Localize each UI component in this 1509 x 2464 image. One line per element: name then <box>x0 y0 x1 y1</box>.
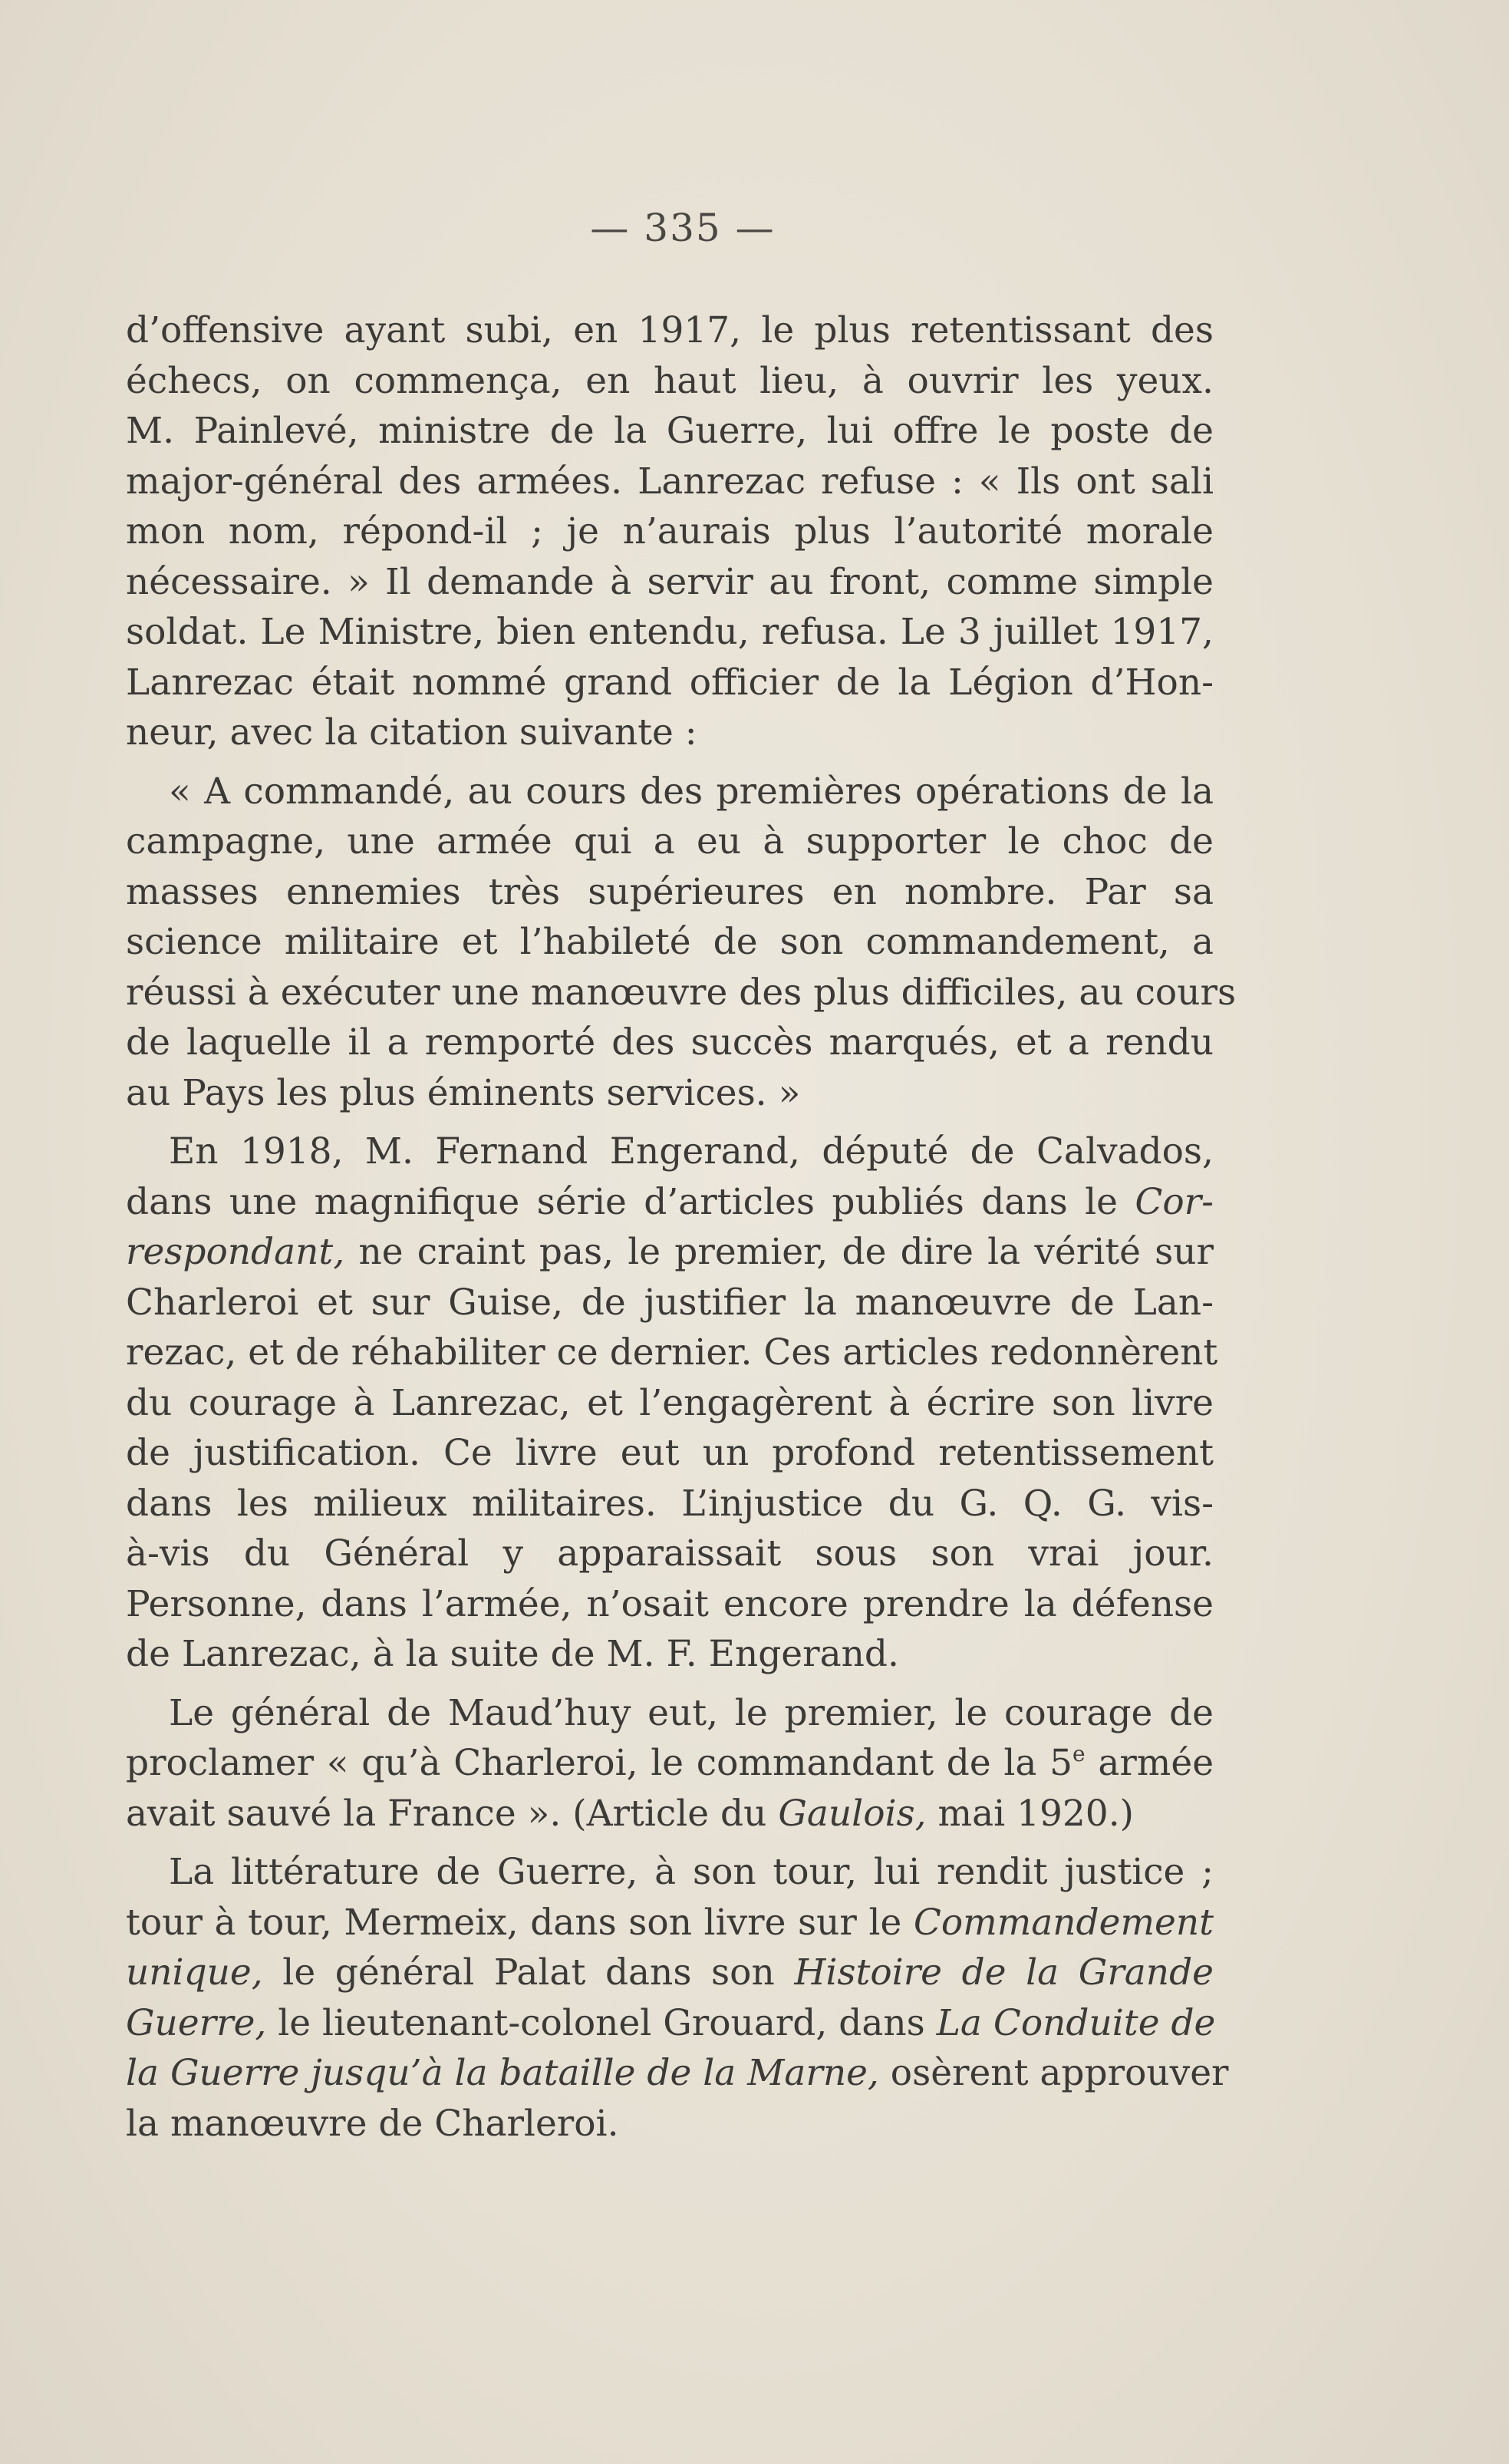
text-line: de laquelle il a remporté des succès marqués, et a rendu <box>126 1021 1214 1064</box>
text-fragment: mai 1920.) <box>926 1792 1134 1835</box>
body-text <box>126 305 1237 2149</box>
text-line <box>126 1789 1214 1839</box>
text-line <box>126 2048 1229 2099</box>
text-line <box>126 1177 1214 1228</box>
text-line: du courage à Lanrezac, et l’engagèrent à écrire son livre <box>126 1381 1214 1424</box>
text-fragment: dans une magnifique série d’articles publiés dans le <box>126 1180 1135 1223</box>
text-line: de justification. Ce livre eut un profond retentissement <box>126 1432 1214 1474</box>
text-line: de Lanrezac, à la suite de M. F. Engerand. <box>126 1633 899 1675</box>
text-line <box>126 1948 1214 1998</box>
paragraph <box>126 1126 1218 1680</box>
periodical-title: Gaulois, <box>778 1792 927 1835</box>
text-line <box>126 1738 1214 1789</box>
text-line: Charleroi et sur Guise, de justifier la manœuvre de Lan- <box>126 1281 1214 1324</box>
periodical-title: Cor- <box>1135 1180 1214 1223</box>
book-title: La Conduite de <box>936 2001 1216 2044</box>
text-fragment: ne craint pas, le premier, de dire la vérité sur <box>344 1231 1214 1273</box>
text-line: Personne, dans l’armée, n’osait encore prendre la défense <box>126 1582 1214 1625</box>
superscript: e <box>1072 1741 1086 1766</box>
paragraph <box>126 1847 1229 2149</box>
paragraph <box>126 305 1214 758</box>
text-fragment: tour à tour, Mermeix, dans son livre sur le <box>126 1901 914 1944</box>
text-line: En 1918, M. Fernand Engerand, député de Calvados, <box>169 1130 1214 1173</box>
text-fragment: le général Palat dans son <box>262 1951 795 1994</box>
text-line: major-général des armées. Lanrezac refuse : « Ils ont sali <box>126 460 1214 503</box>
text-line: rezac, et de réhabiliter ce dernier. Ces articles redonnèrent <box>126 1331 1218 1374</box>
text-line <box>126 1898 1214 1948</box>
text-fragment: avait sauvé la France ». (Article du <box>126 1792 779 1835</box>
text-line: M. Painlevé, ministre de la Guerre, lui offre le poste de <box>126 410 1214 452</box>
text-line: d’offensive ayant subi, en 1917, le plus retentissant des <box>126 309 1214 351</box>
text-line: mon nom, répond-il ; je n’aurais plus l’autorité morale <box>126 510 1214 553</box>
text-line: nécessaire. » Il demande à servir au front, comme simple <box>126 560 1214 603</box>
text-line: la manœuvre de Charleroi. <box>126 2102 619 2145</box>
text-line: Le général de Maud’huy eut, le premier, le courage de <box>169 1691 1214 1734</box>
text-line: masses ennemies très supérieures en nombre. Par sa <box>126 870 1214 913</box>
book-title: unique, <box>126 1951 263 1994</box>
text-line: réussi à exécuter une manœuvre des plus difficiles, au cours <box>126 971 1237 1014</box>
text-line: soldat. Le Ministre, bien entendu, refusa. Le 3 juillet 1917, <box>126 611 1214 653</box>
book-title: Histoire de la Grande <box>794 1951 1214 1994</box>
text-line: dans les milieux militaires. L’injustice du G. Q. G. vis- <box>126 1482 1214 1525</box>
citation-paragraph <box>126 767 1237 1119</box>
text-line: neur, avec la citation suivante : <box>126 711 697 754</box>
book-title: la Guerre jusqu’à la bataille de la Marne, <box>126 2052 879 2094</box>
book-title: Commandement <box>913 1901 1214 1944</box>
text-line <box>126 1998 1214 2049</box>
text-fragment: armée <box>1085 1742 1214 1784</box>
paragraph <box>126 1688 1214 1839</box>
text-line: « A commandé, au cours des premières opérations de la <box>169 770 1214 813</box>
text-fragment: le lieutenant-colonel Grouard, dans <box>266 2001 937 2044</box>
text-line: Lanrezac était nommé grand officier de la Légion d’Hon- <box>126 661 1214 704</box>
periodical-title: respondant, <box>126 1231 345 1273</box>
text-line: échecs, on commença, en haut lieu, à ouvrir les yeux. <box>126 359 1214 402</box>
text-line <box>126 1227 1214 1278</box>
text-line: à-vis du Général y apparaissait sous son vrai jour. <box>126 1532 1214 1575</box>
text-line: science militaire et l’habileté de son commandement, a <box>126 921 1214 963</box>
page-number: — 335 — <box>590 206 776 250</box>
text-line: campagne, une armée qui a eu à supporter le choc de <box>126 820 1214 863</box>
text-fragment: osèrent approuver <box>878 2052 1229 2094</box>
text-line: La littérature de Guerre, à son tour, lui rendit justice ; <box>169 1851 1214 1893</box>
book-title: Guerre, <box>126 2001 267 2044</box>
text-fragment: proclamer « qu’à Charleroi, le commandant de la 5 <box>126 1742 1073 1784</box>
text-line: au Pays les plus éminents services. » <box>126 1071 801 1114</box>
